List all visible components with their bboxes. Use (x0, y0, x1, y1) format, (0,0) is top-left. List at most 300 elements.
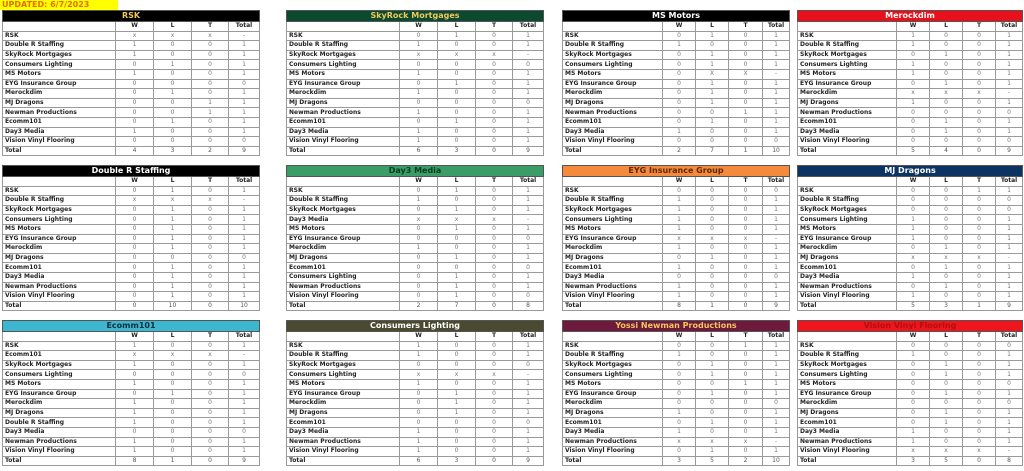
table-row (798, 117, 1023, 127)
result-cell: 1 (438, 205, 476, 215)
result-cell: 0 (897, 282, 930, 292)
result-cell: 0 (897, 370, 930, 380)
result-cell: 1 (154, 244, 192, 254)
team-column-header (563, 332, 663, 342)
opponent-name: SkyRock Mortgages (3, 50, 116, 60)
opponent-name: MS Motors (3, 69, 116, 79)
result-cell: 1 (663, 205, 696, 215)
opponent-name: Ecomm101 (287, 418, 400, 428)
table-row (798, 427, 1023, 437)
result-cell: 0 (400, 98, 438, 108)
column-header: L (930, 177, 963, 187)
column-header: L (930, 22, 963, 32)
result-cell: - (763, 437, 790, 447)
result-cell: 1 (513, 351, 544, 361)
opponent-name: RSK (798, 186, 897, 196)
result-cell: 0 (663, 272, 696, 282)
table-row (3, 272, 260, 282)
result-cell: 0 (663, 60, 696, 70)
standings-table-double-r-staffing (2, 165, 260, 311)
result-cell: 0 (438, 263, 476, 273)
opponent-name: Vision Vinyl Flooring (798, 447, 897, 457)
table-row (3, 282, 260, 292)
result-cell: 1 (996, 272, 1023, 282)
result-cell: 0 (963, 98, 996, 108)
result-cell: 0 (400, 418, 438, 428)
result-cell: 0 (963, 292, 996, 302)
total-cell: 10 (763, 146, 790, 156)
opponent-name: Merockdim (3, 399, 116, 409)
result-cell: 1 (996, 408, 1023, 418)
opponent-name: SkyRock Mortgages (287, 360, 400, 370)
table-row (287, 224, 544, 234)
opponent-name: Double R Staffing (287, 196, 400, 206)
table-row (798, 205, 1023, 215)
result-cell: 1 (696, 447, 729, 457)
result-cell: 0 (663, 79, 696, 89)
table-row (3, 89, 260, 99)
result-cell: 0 (729, 370, 763, 380)
result-cell: 0 (192, 253, 229, 263)
result-cell: 0 (729, 224, 763, 234)
total-cell: 1 (154, 456, 192, 466)
opponent-name: RSK (798, 31, 897, 41)
table-row (563, 98, 790, 108)
standings-table-vision-vinyl-flooring (797, 320, 1023, 466)
result-cell: 0 (476, 98, 513, 108)
result-cell: 0 (476, 186, 513, 196)
result-cell: 0 (963, 408, 996, 418)
result-cell: 1 (513, 79, 544, 89)
opponent-name: Day3 Media (798, 427, 897, 437)
opponent-name: SkyRock Mortgages (287, 205, 400, 215)
result-cell: 0 (663, 186, 696, 196)
result-cell: 1 (763, 89, 790, 99)
result-cell: 1 (996, 98, 1023, 108)
result-cell: x (930, 447, 963, 457)
total-cell: 9 (763, 301, 790, 311)
total-cell: 2 (192, 146, 229, 156)
result-cell: 0 (229, 427, 260, 437)
opponent-name: Double R Staffing (563, 196, 663, 206)
result-cell: 0 (963, 108, 996, 118)
total-cell: 4 (930, 146, 963, 156)
table-row (798, 408, 1023, 418)
opponent-name: MJ Dragons (563, 253, 663, 263)
result-cell: 1 (513, 186, 544, 196)
table-row (287, 98, 544, 108)
result-cell: 0 (154, 41, 192, 51)
opponent-name: EYG Insurance Group (563, 234, 663, 244)
standings-table-day3-media (286, 165, 544, 311)
result-cell: 1 (696, 60, 729, 70)
table-row (287, 196, 544, 206)
result-cell: 1 (996, 263, 1023, 273)
standings-table-ms-motors (562, 10, 790, 156)
result-cell: 1 (963, 186, 996, 196)
result-cell: 1 (154, 186, 192, 196)
result-cell: 1 (930, 50, 963, 60)
result-cell: 1 (696, 50, 729, 60)
result-cell: 0 (192, 137, 229, 147)
result-cell: 1 (696, 370, 729, 380)
column-header: T (729, 22, 763, 32)
result-cell: 0 (116, 427, 154, 437)
result-cell: 1 (996, 292, 1023, 302)
total-cell: 5 (897, 301, 930, 311)
result-cell: x (154, 196, 192, 206)
table-row (563, 282, 790, 292)
result-cell: 0 (400, 31, 438, 41)
result-cell: 0 (192, 263, 229, 273)
result-cell: 0 (476, 117, 513, 127)
table-row (798, 215, 1023, 225)
opponent-name: Vision Vinyl Flooring (3, 447, 116, 457)
column-header: L (154, 332, 192, 342)
total-cell: 9 (513, 456, 544, 466)
result-cell: x (400, 50, 438, 60)
team-column-header (563, 22, 663, 32)
column-header: T (192, 177, 229, 187)
opponent-name: SkyRock Mortgages (798, 50, 897, 60)
opponent-name: Newman Productions (563, 437, 663, 447)
table-row (798, 244, 1023, 254)
result-cell: 0 (154, 253, 192, 263)
result-cell: 1 (438, 272, 476, 282)
result-cell: 0 (476, 196, 513, 206)
result-cell: 0 (663, 89, 696, 99)
column-header: L (696, 332, 729, 342)
column-header: L (696, 22, 729, 32)
result-cell: 0 (729, 418, 763, 428)
result-cell: 1 (996, 60, 1023, 70)
updated-date-label: UPDATED: 6/7/2023 (0, 0, 118, 10)
total-cell: 9 (513, 146, 544, 156)
column-header: Total (229, 332, 260, 342)
result-cell: 1 (897, 224, 930, 234)
column-header: L (438, 177, 476, 187)
table-row (287, 31, 544, 41)
result-cell: 1 (116, 341, 154, 351)
result-cell: 0 (400, 224, 438, 234)
result-cell: x (696, 234, 729, 244)
total-row (563, 301, 790, 311)
result-cell: 0 (476, 79, 513, 89)
result-cell: 0 (192, 79, 229, 89)
column-header: T (476, 332, 513, 342)
opponent-name: SkyRock Mortgages (563, 50, 663, 60)
result-cell: 1 (513, 224, 544, 234)
result-cell: 0 (930, 31, 963, 41)
column-header: W (663, 177, 696, 187)
opponent-name: Day3 Media (3, 127, 116, 137)
opponent-name: Vision Vinyl Flooring (798, 137, 897, 147)
result-cell: 0 (897, 244, 930, 254)
result-cell: 0 (729, 292, 763, 302)
result-cell: 0 (476, 41, 513, 51)
result-cell: 0 (897, 341, 930, 351)
total-label: Total (563, 146, 663, 156)
result-cell: 1 (763, 244, 790, 254)
table-row (3, 399, 260, 409)
opponent-name: MS Motors (3, 379, 116, 389)
total-row (563, 456, 790, 466)
result-cell: 0 (229, 370, 260, 380)
result-cell: 0 (663, 137, 696, 147)
opponent-name: Ecomm101 (798, 117, 897, 127)
opponent-name: RSK (3, 341, 116, 351)
result-cell: 0 (192, 60, 229, 70)
result-cell: 0 (696, 108, 729, 118)
result-cell: x (897, 447, 930, 457)
result-cell: 1 (996, 215, 1023, 225)
result-cell: 0 (438, 418, 476, 428)
column-header: L (154, 22, 192, 32)
result-cell: 1 (438, 186, 476, 196)
result-cell: 0 (963, 263, 996, 273)
opponent-name: Ecomm101 (563, 263, 663, 273)
result-cell: 1 (192, 98, 229, 108)
result-cell: 1 (897, 427, 930, 437)
table-row (287, 79, 544, 89)
result-cell: 1 (116, 50, 154, 60)
result-cell: x (438, 50, 476, 60)
result-cell: 0 (963, 215, 996, 225)
result-cell: 0 (930, 234, 963, 244)
result-cell: 1 (229, 215, 260, 225)
result-cell: 0 (154, 69, 192, 79)
opponent-name: Newman Productions (3, 282, 116, 292)
result-cell: 0 (192, 41, 229, 51)
opponent-name: EYG Insurance Group (798, 389, 897, 399)
result-cell: 1 (663, 292, 696, 302)
table-row (3, 31, 260, 41)
result-cell: 1 (400, 89, 438, 99)
result-cell: 1 (763, 108, 790, 118)
column-header: Total (763, 22, 790, 32)
opponent-name: Ecomm101 (798, 418, 897, 428)
result-cell: 1 (763, 60, 790, 70)
result-cell: 0 (192, 89, 229, 99)
total-row (287, 456, 544, 466)
result-cell: 0 (663, 31, 696, 41)
result-cell: 0 (116, 389, 154, 399)
result-cell: 1 (663, 263, 696, 273)
opponent-name: EYG Insurance Group (798, 79, 897, 89)
result-cell: 1 (996, 79, 1023, 89)
result-cell: 0 (729, 186, 763, 196)
result-cell: 0 (930, 205, 963, 215)
table-row (563, 408, 790, 418)
total-label: Total (798, 146, 897, 156)
result-cell: 0 (400, 389, 438, 399)
result-cell: 1 (116, 399, 154, 409)
table-title: Consumers Lighting (287, 321, 544, 332)
result-cell: 0 (476, 263, 513, 273)
result-cell: 1 (763, 447, 790, 457)
result-cell: 1 (930, 244, 963, 254)
result-cell: 0 (400, 399, 438, 409)
result-cell: 1 (930, 263, 963, 273)
result-cell: 1 (400, 379, 438, 389)
total-cell: 3 (897, 456, 930, 466)
result-cell: 0 (930, 186, 963, 196)
opponent-name: Newman Productions (563, 282, 663, 292)
opponent-name: MJ Dragons (798, 98, 897, 108)
result-cell: 1 (763, 427, 790, 437)
opponent-name: MJ Dragons (3, 408, 116, 418)
result-cell: 0 (729, 244, 763, 254)
result-cell: 1 (513, 341, 544, 351)
opponent-name: Merockdim (287, 399, 400, 409)
column-header: W (400, 22, 438, 32)
team-column-header (287, 177, 400, 187)
result-cell: 0 (229, 137, 260, 147)
result-cell: 1 (513, 282, 544, 292)
table-row (287, 244, 544, 254)
table-row (798, 272, 1023, 282)
result-cell: 0 (696, 282, 729, 292)
table-row (563, 79, 790, 89)
opponent-name: RSK (287, 31, 400, 41)
result-cell: 1 (930, 408, 963, 418)
result-cell: 1 (996, 360, 1023, 370)
opponent-name: Consumers Lighting (798, 215, 897, 225)
result-cell: 0 (963, 127, 996, 137)
column-header: Total (763, 332, 790, 342)
result-cell: 1 (763, 263, 790, 273)
table-row (287, 272, 544, 282)
opponent-name: Merockdim (798, 89, 897, 99)
result-cell: 1 (513, 408, 544, 418)
opponent-name: SkyRock Mortgages (3, 360, 116, 370)
result-cell: 1 (513, 69, 544, 79)
result-cell: 1 (229, 341, 260, 351)
opponent-name: Double R Staffing (563, 41, 663, 51)
result-cell: 1 (438, 224, 476, 234)
table-row (3, 108, 260, 118)
result-cell: 1 (400, 137, 438, 147)
team-column-header (798, 332, 897, 342)
opponent-name: Merockdim (287, 89, 400, 99)
result-cell: 0 (400, 234, 438, 244)
opponent-name: Merockdim (563, 399, 663, 409)
result-cell: 1 (696, 79, 729, 89)
result-cell: 0 (729, 117, 763, 127)
standings-table-mj-dragons (797, 165, 1023, 311)
result-cell: 0 (729, 89, 763, 99)
result-cell: 0 (192, 389, 229, 399)
opponent-name: Day3 Media (563, 427, 663, 437)
result-cell: x (154, 351, 192, 361)
opponent-name: Vision Vinyl Flooring (563, 137, 663, 147)
result-cell: 1 (513, 117, 544, 127)
result-cell: 0 (192, 408, 229, 418)
table-row (563, 272, 790, 282)
table-row (287, 360, 544, 370)
result-cell: 0 (154, 108, 192, 118)
result-cell: 0 (513, 292, 544, 302)
result-cell: 0 (400, 292, 438, 302)
result-cell: x (963, 447, 996, 457)
result-cell: 1 (116, 437, 154, 447)
total-label: Total (798, 456, 897, 466)
opponent-name: Vision Vinyl Flooring (798, 292, 897, 302)
result-cell: 0 (154, 127, 192, 137)
table-row (563, 186, 790, 196)
result-cell: 1 (996, 41, 1023, 51)
total-cell: 9 (229, 146, 260, 156)
result-cell: 0 (438, 351, 476, 361)
opponent-name: MJ Dragons (3, 98, 116, 108)
result-cell: 1 (513, 253, 544, 263)
table-title: Double R Staffing (3, 166, 260, 177)
result-cell: 1 (229, 127, 260, 137)
table-row (798, 108, 1023, 118)
result-cell: x (438, 370, 476, 380)
opponent-name: MJ Dragons (287, 98, 400, 108)
opponent-name: Day3 Media (3, 272, 116, 282)
table-row (563, 437, 790, 447)
result-cell: 0 (963, 351, 996, 361)
total-cell: 2 (400, 301, 438, 311)
result-cell: 1 (897, 272, 930, 282)
result-cell: 1 (229, 263, 260, 273)
opponent-name: MS Motors (563, 69, 663, 79)
result-cell: 1 (229, 186, 260, 196)
result-cell: 1 (229, 117, 260, 127)
result-cell: 0 (963, 341, 996, 351)
table-row (287, 370, 544, 380)
table-row (287, 408, 544, 418)
total-cell: 3 (438, 146, 476, 156)
result-cell: 0 (400, 60, 438, 70)
result-cell: - (513, 50, 544, 60)
total-cell: 1 (729, 146, 763, 156)
result-cell: x (476, 370, 513, 380)
result-cell: 0 (763, 137, 790, 147)
result-cell: 0 (476, 447, 513, 457)
total-cell: 5 (930, 456, 963, 466)
total-cell: 0 (476, 301, 513, 311)
result-cell: 1 (996, 186, 1023, 196)
table-title: MJ Dragons (798, 166, 1023, 177)
opponent-name: Ecomm101 (563, 418, 663, 428)
result-cell: 0 (192, 447, 229, 457)
result-cell: 0 (476, 60, 513, 70)
column-header: T (963, 332, 996, 342)
opponent-name: Day3 Media (798, 272, 897, 282)
result-cell: 0 (963, 389, 996, 399)
result-cell: 0 (696, 41, 729, 51)
result-cell: 0 (400, 205, 438, 215)
result-cell: 0 (116, 370, 154, 380)
result-cell: 1 (763, 351, 790, 361)
table-row (563, 244, 790, 254)
column-header: W (897, 22, 930, 32)
result-cell: 0 (476, 234, 513, 244)
table-row (3, 215, 260, 225)
result-cell: 0 (663, 389, 696, 399)
opponent-name: Vision Vinyl Flooring (3, 292, 116, 302)
table-row (287, 351, 544, 361)
opponent-name: Newman Productions (3, 437, 116, 447)
result-cell: 1 (513, 41, 544, 51)
table-row (798, 351, 1023, 361)
opponent-name: MJ Dragons (798, 253, 897, 263)
result-cell: 0 (154, 408, 192, 418)
total-label: Total (563, 456, 663, 466)
